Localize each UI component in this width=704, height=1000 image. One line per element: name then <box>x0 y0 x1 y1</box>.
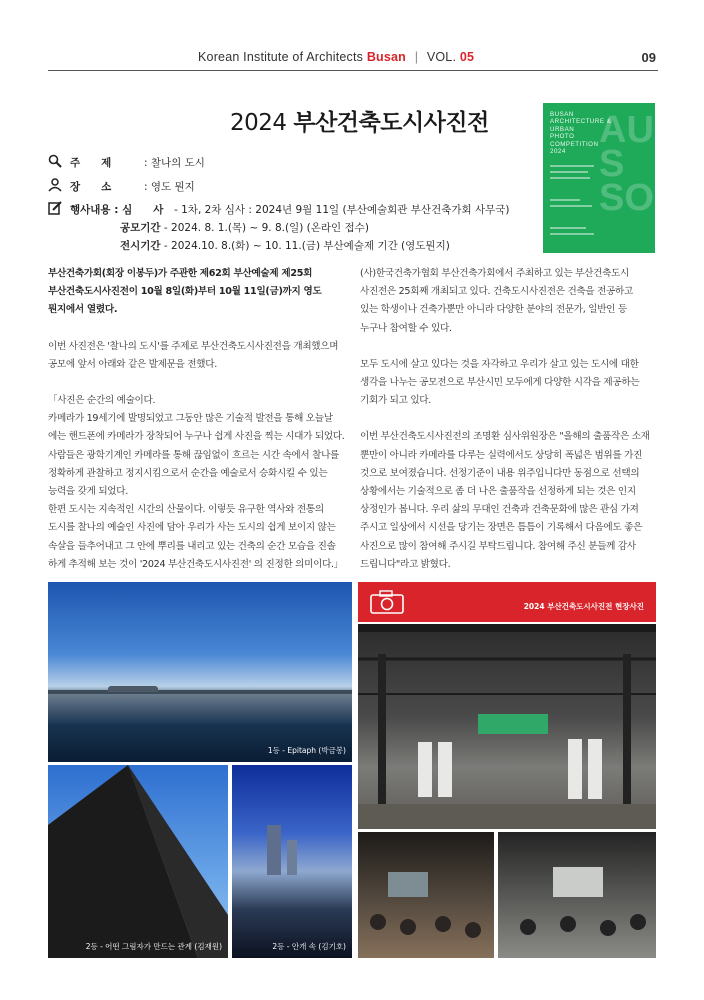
poster-line: ARCHITECTURE & <box>550 118 612 126</box>
body-paragraph <box>360 265 656 338</box>
text-line: 상황에서는 기술적으로 좀 더 나은 출품작을 선정하게 되는 것은 인지 <box>360 486 636 498</box>
place-value: : 영도 뭔지 <box>144 181 195 193</box>
text-line: 부산건축도시사진전이 10월 8일(화)부터 10월 11일(금)까지 영도 <box>48 286 322 298</box>
text-line: 에는 핸드폰에 카메라가 장착되어 누구나 쉽게 사진을 찍는 시대가 되었다. <box>48 431 345 443</box>
poster-line: PHOTO <box>550 133 575 141</box>
title-year: 2024 <box>230 110 287 136</box>
photo-horizon <box>48 690 352 694</box>
poster-fineprint <box>550 205 592 207</box>
poster-fineprint <box>550 177 590 179</box>
photo-fog <box>232 765 352 958</box>
body-paragraph <box>48 338 346 374</box>
poster-line: BUSAN <box>550 111 574 118</box>
photo-caption: 2등 - 어떤 그림자가 만드는 관계 (김재원) <box>85 942 222 951</box>
text-line: 도시를 찰나의 예술인 사진에 담아 우리가 사는 도시의 쉽게 보이지 않는 <box>48 522 336 534</box>
theme-label: 주 제 <box>70 157 112 169</box>
photo-island <box>108 686 158 692</box>
page-number: 09 <box>641 50 656 65</box>
text-line: 모두 도시에 살고 있다는 것을 자각하고 우리가 살고 있는 도시에 대한 <box>360 358 639 370</box>
ceremony-shapes <box>498 832 656 958</box>
exhibit-value: - 2024.10. 8.(화) ~ 10. 11.(금) 부산예술제 기간 (영도뭔지) <box>160 240 450 252</box>
text-line: 카메라가 19세기에 발명되었고 그동안 많은 기술적 발전을 통해 오늘날 <box>48 413 333 425</box>
header-vol-prefix: VOL. <box>426 50 457 64</box>
text-line: 하게 추적해 보는 것이 '2024 부산건축도시사진전' 의 진정한 의미이다.」 <box>48 558 344 570</box>
text-line: 이번 부산건축도시사진전의 조명환 심사위원장은 "올해의 출품작은 소재 <box>360 431 650 443</box>
body-paragraph <box>360 428 656 574</box>
text-line: (사)한국건축가협회 부산건축가회에서 주최하고 있는 부산건축도시 <box>360 268 629 279</box>
text-line: 생각을 나누는 공모전으로 부산시민 모두에게 다양한 시각을 제공하는 <box>360 377 640 389</box>
running-header <box>198 50 474 64</box>
info-exhibit-row <box>120 238 450 253</box>
text-line: 「사진은 순간의 예술이다. <box>48 395 156 407</box>
poster-watermark: AU S SO <box>599 109 654 219</box>
text-line: 뿐만이 아니라 카메라를 다루는 실력에서도 상당히 폭넓은 범위를 가진 <box>360 449 643 461</box>
text-line: 누구나 참여할 수 있다. <box>360 322 452 334</box>
text-line: 공모에 앞서 아래와 같은 발제문을 전했다. <box>48 358 217 370</box>
poster-line: COMPETITION <box>550 140 599 148</box>
site-photos-banner <box>358 582 656 622</box>
poster-fineprint <box>550 171 588 173</box>
text-line: 이번 사진전은 '찰나의 도시'를 주제로 부산건축도시사진전을 개최했으며 <box>48 340 339 352</box>
lead-paragraph <box>48 265 346 320</box>
text-line: 드립니다"라고 밝혔다. <box>360 558 451 570</box>
event-value: - 1차, 2차 심사 : 2024년 9월 11일 (부산예술회관 부산건축가회 사무국) <box>174 204 510 216</box>
left-column <box>48 265 346 592</box>
text-line: 속살을 들추어내고 그 안에 뿌리를 내리고 있는 건축의 순간 모습을 진솔 <box>48 540 336 552</box>
text-line: 있는 학생이나 건축가뿐만 아니라 다양한 분야의 전문가, 일반인 등 <box>360 304 627 316</box>
apply-label: 공모기간 <box>120 222 161 234</box>
exhibition-poster <box>543 103 655 253</box>
photo-caption: 2등 - 안개 속 (김기호) <box>272 942 346 951</box>
quote-paragraph <box>48 392 346 574</box>
page-title <box>230 104 489 137</box>
text-line: 사람들은 광학기계인 카메라를 통해 끊임없이 흐르는 시간 속에서 찰나를 <box>48 449 340 461</box>
header-divider <box>48 70 658 71</box>
info-apply-row <box>120 220 369 235</box>
text-line: 부산건축가회(회장 이봉두)가 주관한 제62회 부산예술제 제25회 <box>48 268 313 279</box>
right-column <box>360 265 656 592</box>
event-label: 행사내용 : 심 사 <box>70 204 164 216</box>
people-icon <box>48 178 62 192</box>
photo-ceremony <box>498 832 656 958</box>
text-line: 주시고 일상에서 시선을 당기는 장면은 틈틈이 기록해서 다음에도 좋은 <box>360 522 643 534</box>
apply-value: - 2024. 8. 1.(목) ~ 9. 8.(일) (온라인 접수) <box>160 222 369 234</box>
body-paragraph <box>360 356 656 411</box>
poster-fineprint <box>550 165 594 167</box>
header-vol-num: 05 <box>459 50 475 64</box>
text-line: 정확하게 관찰하고 정지시킴으로서 순간을 예술로서 승화시킬 수 있는 <box>48 467 328 479</box>
camera-icon <box>370 590 404 614</box>
photo-exhibition-hall <box>358 624 656 829</box>
text-line: 상정인가 봅니다. 우리 삶의 무대인 건축과 건축문화에 많은 관심 가져 <box>360 504 639 516</box>
text-line: 능력을 갖게 되었다. <box>48 486 128 498</box>
poster-fineprint <box>550 199 580 201</box>
header-branch: Busan <box>366 50 407 64</box>
text-line: 한편 도시는 지속적인 시간의 산물이다. 이렇듯 유구한 역사와 전통의 <box>48 504 324 516</box>
header-separator: | <box>414 50 419 64</box>
poster-line: 2024 <box>550 148 566 156</box>
site-photos-title: 2024 부산건축도시사진전 현장사진 <box>523 602 644 611</box>
search-icon <box>48 154 62 168</box>
title-name: 부산건축도시사진전 <box>293 110 489 136</box>
photo-audience <box>358 832 494 958</box>
audience-shapes <box>358 832 494 958</box>
edit-icon <box>48 201 62 215</box>
photo-caption: 1등 - Epitaph (박금봉) <box>267 746 346 755</box>
photo-tower <box>287 840 297 875</box>
text-line: 사진으로 많이 참여해 주시길 부탁드립니다. 참여해 주신 분들께 감사 <box>360 540 636 552</box>
poster-fineprint <box>550 227 586 229</box>
text-line: 기회가 되고 있다. <box>360 395 432 407</box>
text-line: 것으로 보여졌습니다. 선정기준이 내용 위주입니다만 동점으로 선택의 <box>360 467 640 479</box>
theme-value: : 찰나의 도시 <box>144 157 205 169</box>
text-line: 사진전은 25회째 개최되고 있다. 건축도시사진전은 건축을 전공하고 <box>360 286 633 298</box>
exhibit-label: 전시기간 <box>120 240 161 252</box>
photo-tower <box>267 825 281 875</box>
header-org: Korean Institute of Architects <box>198 50 364 64</box>
poster-fineprint <box>550 233 594 235</box>
hall-structure <box>358 624 656 829</box>
building-shape <box>48 765 228 958</box>
photo-building <box>48 765 228 958</box>
place-label: 장 소 <box>70 181 112 193</box>
text-line: 뭔지에서 열렸다. <box>48 304 118 316</box>
photo-epitaph <box>48 582 352 762</box>
poster-line: URBAN <box>550 125 575 133</box>
